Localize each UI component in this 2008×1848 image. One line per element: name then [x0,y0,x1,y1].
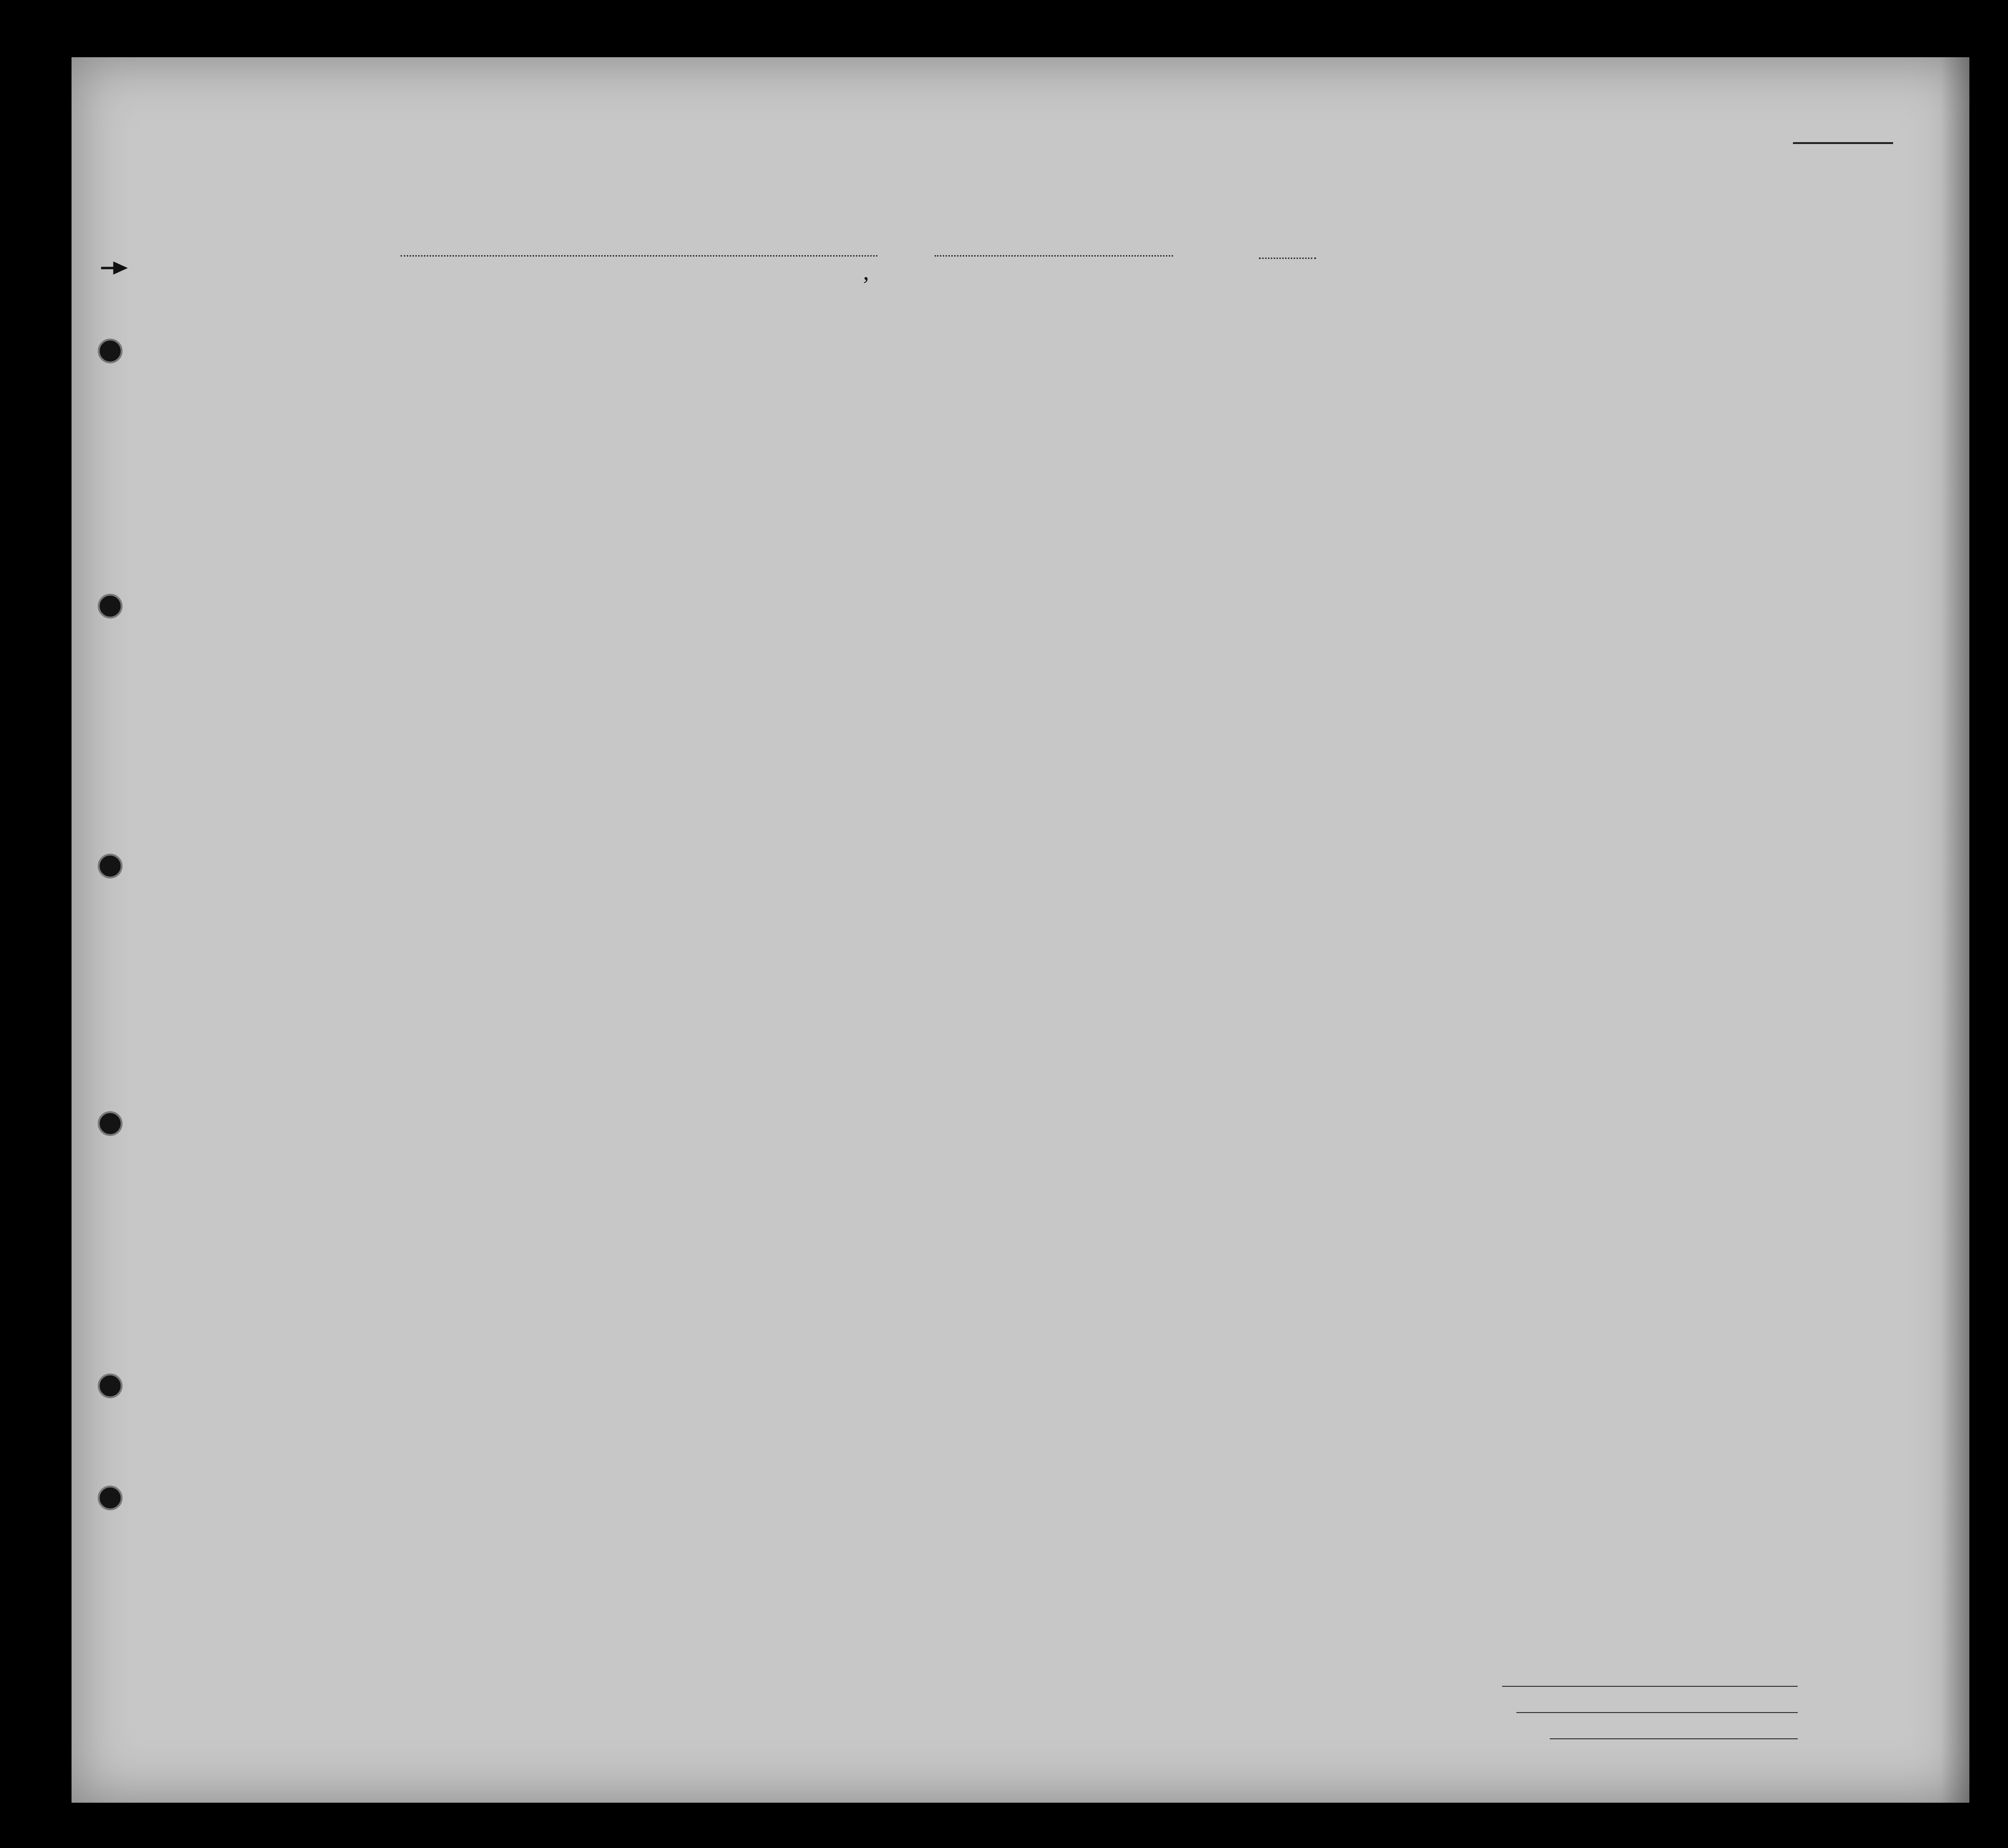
punch-hole-icon [98,1486,123,1510]
punch-hole-icon [98,1111,123,1136]
punch-hole-icon [98,339,123,363]
owners-field [1516,1712,1798,1713]
punch-hole-icon [98,854,123,878]
local-agents-field [1550,1738,1798,1739]
punch-hole-icon [98,1373,123,1398]
date-comma: , [863,258,869,285]
line-field [1502,1686,1798,1687]
punch-hole-icon [98,594,123,619]
